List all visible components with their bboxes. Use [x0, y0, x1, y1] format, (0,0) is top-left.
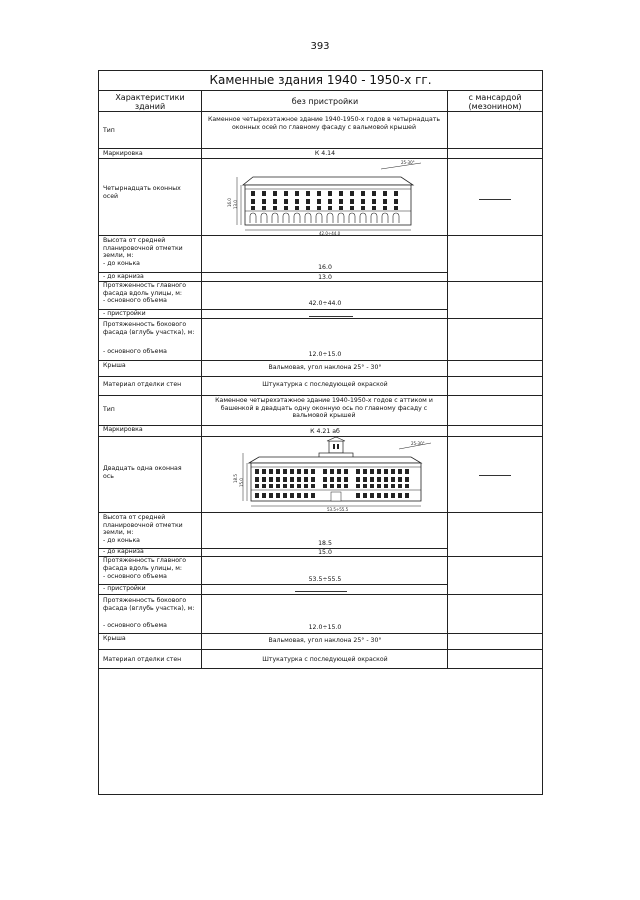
ridge-label: - до конька — [103, 260, 140, 267]
row-line — [99, 272, 447, 273]
marking-value: К 4.21 аб — [310, 428, 340, 435]
roof-value: Вальмовая, угол наклона 25° - 30° — [268, 364, 382, 371]
windows-upper — [255, 469, 409, 474]
row-line — [99, 148, 542, 149]
facade-drawing-2 — [233, 437, 439, 513]
marking-value: К 4.14 — [314, 150, 336, 157]
empty-dash — [479, 475, 511, 476]
ridge-label: - до конька — [103, 537, 140, 544]
wall-label: Материал отделки стен — [103, 381, 182, 388]
height-label: Высота от средней планировочной отметки земли, м: — [103, 514, 183, 537]
row-line — [99, 425, 542, 426]
angle-label: 25-30° — [401, 160, 415, 165]
main-length-label: Протяженность главного фасада вдоль улицы, м: — [103, 557, 187, 572]
page-number: 393 — [310, 41, 330, 52]
wall-value: Штукатурка с последующей окраской — [262, 381, 388, 388]
cornice-value: 13.0 — [318, 274, 332, 281]
header-with-mansard: с мансардой (мезонином) — [468, 93, 522, 111]
column-divider-1 — [201, 90, 202, 668]
ridge-value: 18.5 — [318, 540, 332, 547]
side-length-label: Протяженность бокового фасада (вглубь участка), м: — [103, 321, 195, 336]
height-dimension-2: 13.0 — [233, 200, 238, 209]
height-dimension-1: 16.0 — [227, 198, 232, 207]
cornice-label: - до карниза — [103, 548, 144, 555]
cornice-label: - до карниза — [103, 273, 144, 280]
row-line — [99, 309, 447, 310]
ridge-value: 16.0 — [318, 264, 332, 271]
main-volume-label: - основного объема — [103, 573, 167, 580]
row-line — [99, 584, 447, 585]
width-dimension: 42.0÷44.0 — [319, 231, 341, 236]
wall-value: Штукатурка с последующей окраской — [262, 656, 388, 663]
annex-label: - пристройки — [103, 310, 146, 317]
main-volume-value: 42.0÷44.0 — [308, 300, 342, 307]
row-line — [99, 395, 542, 396]
characteristics-table — [98, 70, 543, 795]
annex-label: - пристройки — [103, 585, 146, 592]
roof-value: Вальмовая, угол наклона 25° - 30° — [268, 637, 382, 644]
facade-drawing-1 — [227, 159, 431, 236]
main-volume-label: - основного объема — [103, 297, 167, 304]
type-label: Тип — [103, 406, 115, 413]
type-label: Тип — [103, 127, 115, 134]
angle-label: 25-30° — [411, 441, 425, 446]
row-line — [99, 594, 542, 595]
row-line — [99, 318, 542, 319]
empty-dash — [479, 199, 511, 200]
wall-label: Материал отделки стен — [103, 656, 182, 663]
header-no-annex: без пристройки — [291, 97, 359, 106]
height-dimension-2: 15.0 — [239, 478, 244, 487]
side-volume-value: 12.0÷15.0 — [308, 624, 342, 631]
row-line — [99, 111, 542, 112]
cornice-value: 15.0 — [318, 549, 332, 556]
header-characteristics: Характеристики зданий — [115, 93, 185, 111]
annex-dash — [295, 591, 347, 592]
roof-label: Крыша — [103, 362, 126, 369]
height-dimension-1: 18.5 — [233, 474, 238, 483]
windows-lower — [255, 484, 409, 488]
height-label: Высота от средней планировочной отметки земли, м: — [103, 237, 183, 260]
side-volume-value: 12.0÷15.0 — [308, 351, 342, 358]
row-line — [99, 512, 542, 513]
annex-dash — [309, 316, 353, 317]
marking-label: Маркировка — [103, 150, 143, 157]
row-line — [99, 633, 542, 634]
table-title: Каменные здания 1940 - 1950-х гг. — [99, 71, 542, 91]
drawing-label: Четырнадцать оконных осей — [103, 185, 181, 200]
row-line — [99, 360, 542, 361]
side-length-label: Протяженность бокового фасада (вглубь участка), м: — [103, 597, 195, 612]
type-value: Каменное четырехэтажное здание 1940-1950-х годов в четырнадцать оконных осей по главному фасаду с вальмовой крышей — [208, 116, 440, 131]
row-line — [99, 668, 542, 669]
drawing-label: Двадцать одна оконная ось — [103, 465, 182, 480]
column-divider-2 — [447, 90, 448, 668]
windows-middle — [255, 477, 409, 482]
main-length-label: Протяженность главного фасада вдоль улицы, м: — [103, 282, 187, 297]
row-line — [99, 235, 542, 236]
row-line — [99, 376, 542, 377]
main-volume-value: 53.5÷55.5 — [308, 576, 342, 583]
side-volume-label: - основного объема — [103, 622, 167, 629]
roof-label: Крыша — [103, 635, 126, 642]
row-line — [99, 649, 542, 650]
type-value: Каменное четырехэтажное здание 1940-1950-х годов с аттиком и башенкой в двадцать одну оконную ось по главному фасаду с вальмовой крышей — [215, 397, 433, 420]
width-dimension: 53.5÷55.5 — [327, 507, 349, 512]
marking-label: Маркировка — [103, 426, 143, 433]
side-volume-label: - основного объема — [103, 348, 167, 355]
